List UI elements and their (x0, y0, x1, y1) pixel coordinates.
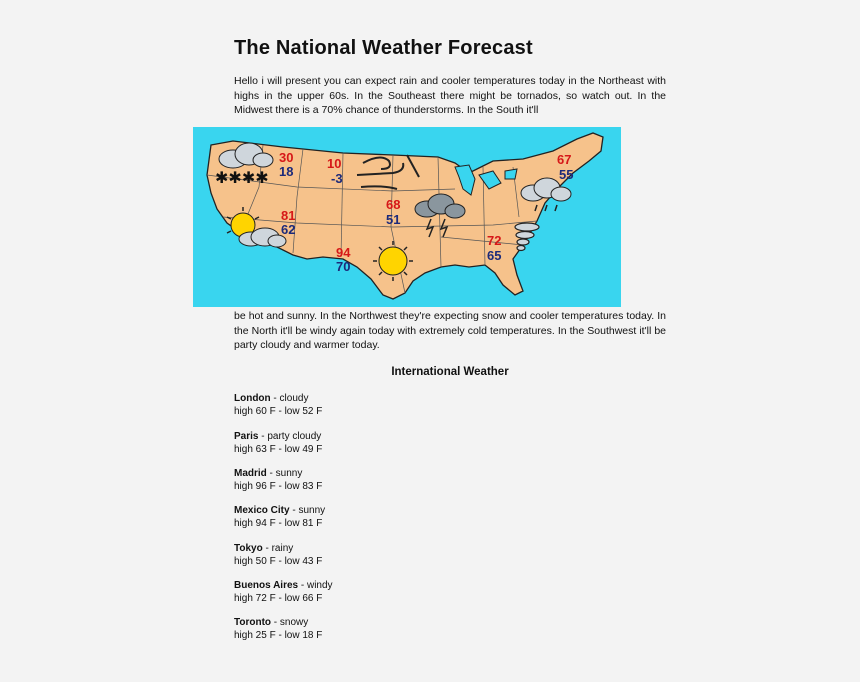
city-name: Madrid (234, 468, 267, 479)
city-name: Paris (234, 431, 259, 442)
high-temp: 67 (557, 152, 572, 167)
city-temps: high 25 F - low 18 F (234, 629, 323, 641)
low-temp: -3 (331, 171, 343, 186)
city-name: Mexico City (234, 505, 290, 516)
high-temp: 72 (487, 233, 502, 248)
low-temp: 18 (279, 164, 294, 179)
city-temps: high 63 F - low 49 F (234, 443, 323, 455)
high-temp: 30 (279, 150, 294, 165)
region-temps-northeast (557, 152, 573, 182)
high-temp: 68 (386, 197, 401, 212)
region-temps-southwest (281, 208, 295, 237)
city-temps: high 72 F - low 66 F (234, 592, 323, 604)
low-temp: 55 (559, 167, 574, 182)
city-name: Buenos Aires (234, 580, 299, 591)
page-title: The National Weather Forecast (234, 37, 533, 59)
city-name: Tokyo (234, 543, 263, 554)
city-entry-madrid (234, 468, 322, 493)
low-temp: 70 (336, 259, 351, 274)
low-temp: 62 (281, 222, 296, 237)
city-entry-tokyo (234, 543, 322, 568)
us-weather-map (193, 127, 621, 307)
low-temp: 51 (386, 212, 401, 227)
city-name: London (234, 393, 271, 404)
city-entry-buenos-aires (234, 580, 333, 605)
high-temp: 94 (336, 245, 351, 260)
international-heading: International Weather (391, 366, 509, 378)
region-temps-midwest (386, 197, 400, 227)
city-entry-mexico-city (234, 505, 325, 530)
city-entry-paris (234, 431, 322, 456)
city-temps: high 96 F - low 83 F (234, 480, 323, 492)
city-entry-toronto (234, 617, 322, 642)
city-condition: - sunny (289, 505, 326, 516)
city-condition: - cloudy (270, 393, 309, 404)
city-condition: - rainy (262, 543, 294, 554)
city-entry-london (234, 393, 322, 418)
high-temp: 10 (327, 156, 342, 171)
city-condition: - snowy (271, 617, 309, 628)
city-name: Toronto (234, 617, 272, 628)
city-condition: - windy (298, 580, 333, 591)
high-temp: 81 (281, 208, 296, 223)
low-temp: 65 (487, 248, 502, 263)
sun-icon (373, 241, 413, 281)
region-temps-south (336, 245, 351, 274)
region-temps-southeast (487, 233, 501, 263)
city-temps: high 50 F - low 43 F (234, 555, 323, 567)
continued-paragraph: be hot and sunny. In the Northwest they're expecting snow and cooler temperatures today. In the North it'll be windy again today with extremely cold temperatures. In the Southwest it'll be party cloudy and warmer today. (234, 310, 666, 352)
region-temps-northwest (279, 150, 293, 179)
svg-text:✱✱✱✱: ✱✱✱✱ (215, 170, 269, 187)
intro-paragraph: Hello i will present you can expect rain and cooler temperatures today in the Northeast with highs in the upper 60s. In the Southeast there might be tornados, so watch out. In the Midwest there is a 70% chance of thunderstorms. In the South it'll (234, 75, 666, 117)
city-temps: high 60 F - low 52 F (234, 405, 323, 417)
city-condition: - party cloudy (258, 431, 322, 442)
city-temps: high 94 F - low 81 F (234, 517, 323, 529)
tornado-icon (515, 223, 539, 251)
us-map-graphic (193, 127, 621, 307)
city-condition: - sunny (266, 468, 303, 479)
